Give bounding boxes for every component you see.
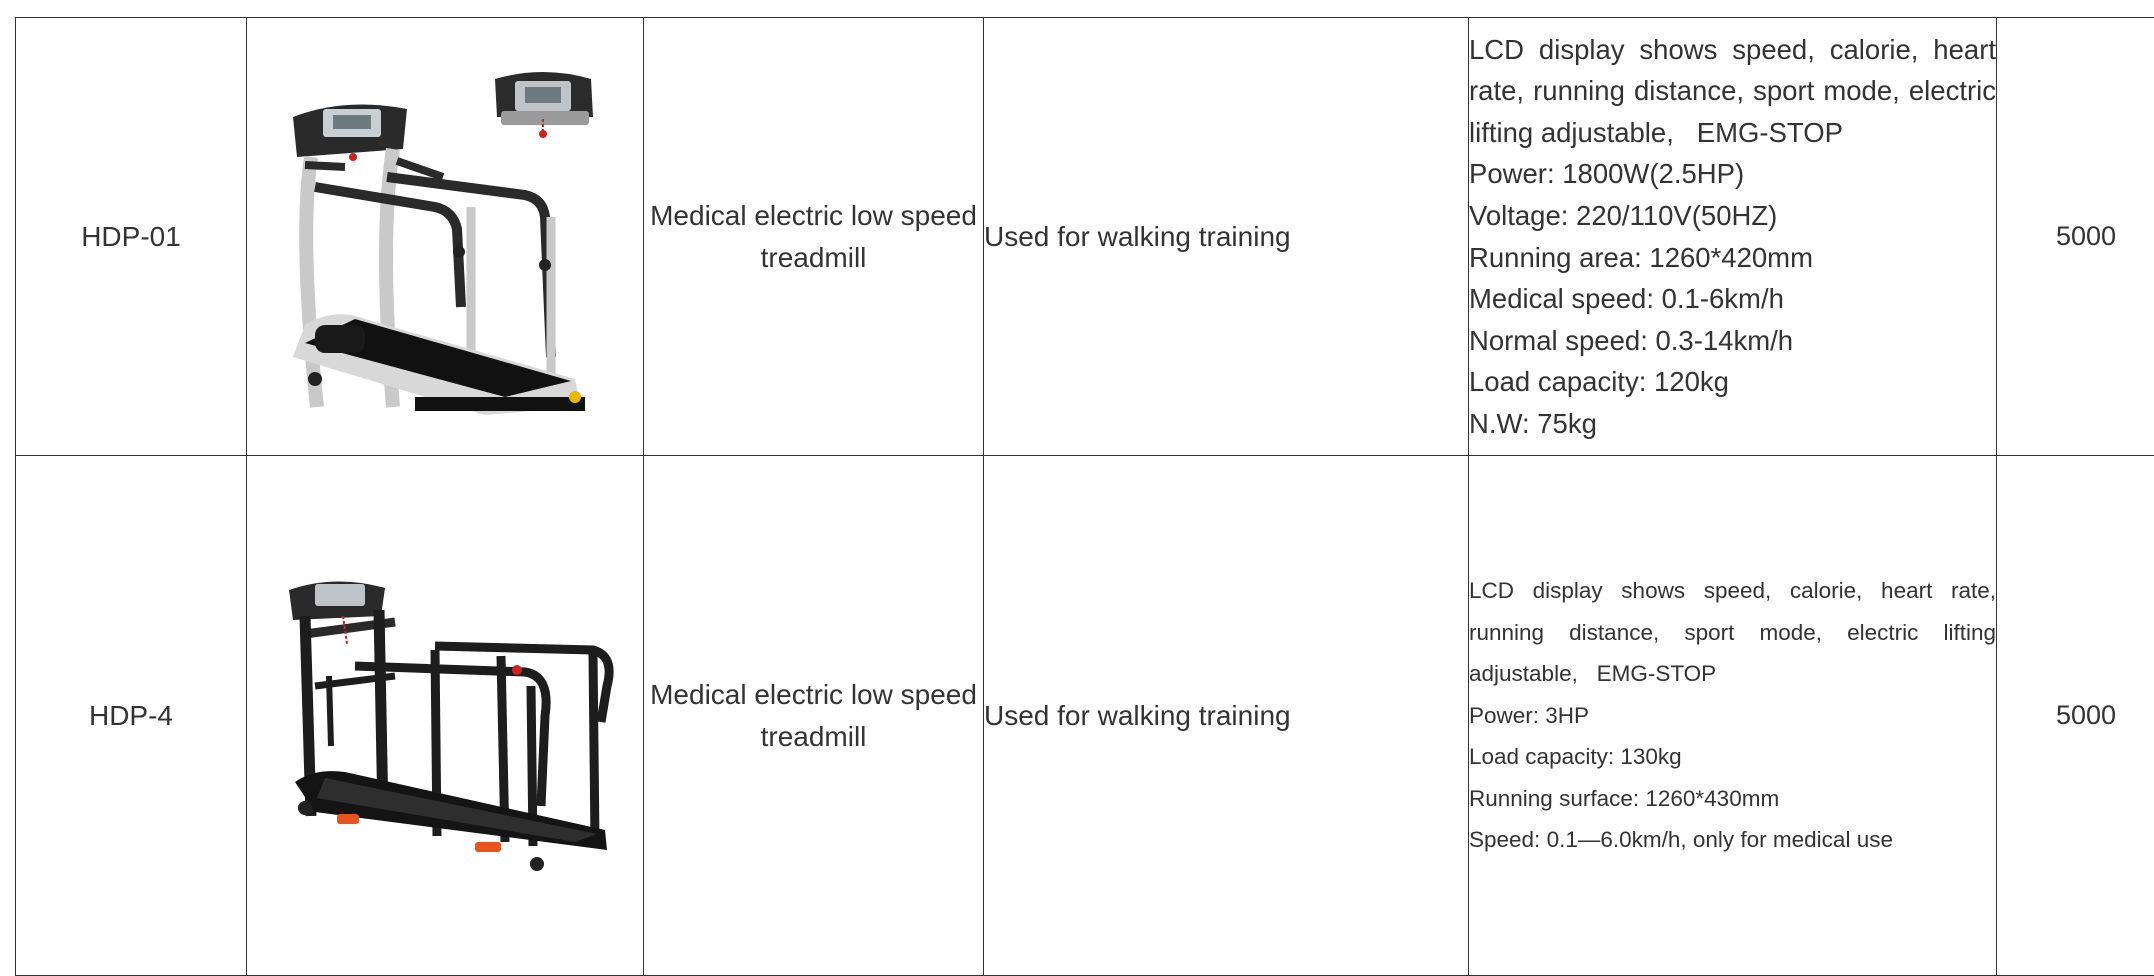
spec-line: Medical speed: 0.1-6km/h [1469, 278, 1996, 320]
spec-cell [1469, 18, 1997, 456]
spec-line: Power: 3HP [1469, 695, 1996, 737]
model-cell [16, 18, 247, 456]
spec-intro: LCD display shows speed, calorie, heart rate, running distance, sport mode, electric lifting adjustable, EMG-STOP [1469, 570, 1996, 695]
use-cell [984, 18, 1469, 456]
product-name-cell [644, 456, 984, 976]
table-row [16, 18, 2154, 456]
model-code: HDP-4 [89, 700, 173, 731]
spec-line: N.W: 75kg [1469, 403, 1996, 445]
product-name: Medical electric low speed treadmill [650, 200, 977, 273]
model-code: HDP-01 [81, 221, 181, 252]
product-spec-table [15, 17, 2154, 976]
spec-line: Load capacity: 120kg [1469, 361, 1996, 403]
product-image-cell [247, 456, 644, 976]
spec-line: Running area: 1260*420mm [1469, 237, 1996, 279]
treadmill-image [275, 57, 615, 417]
price-cell [1997, 456, 2154, 976]
treadmill-image [275, 546, 615, 886]
console-inset-icon [495, 72, 593, 138]
spec-line: Normal speed: 0.3-14km/h [1469, 320, 1996, 362]
spec-line: Running surface: 1260*430mm [1469, 778, 1996, 820]
price-value: 5000 [2056, 700, 2116, 730]
spec-intro: LCD display shows speed, calorie, heart rate, running distance, sport mode, electric lifting adjustable, EMG-STOP [1469, 29, 1996, 154]
use-text: Used for walking training [984, 221, 1291, 252]
price-cell [1997, 18, 2154, 456]
spec-line: Speed: 0.1—6.0km/h, only for medical use [1469, 819, 1996, 861]
product-name-cell [644, 18, 984, 456]
use-text: Used for walking training [984, 700, 1291, 731]
use-cell [984, 456, 1469, 976]
spec-line: Load capacity: 130kg [1469, 736, 1996, 778]
spec-line: Power: 1800W(2.5HP) [1469, 153, 1996, 195]
table-row [16, 456, 2154, 976]
product-image-cell [247, 18, 644, 456]
price-value: 5000 [2056, 221, 2116, 251]
spec-line: Voltage: 220/110V(50HZ) [1469, 195, 1996, 237]
spec-cell [1469, 456, 1997, 976]
model-cell [16, 456, 247, 976]
product-name: Medical electric low speed treadmill [650, 679, 977, 752]
